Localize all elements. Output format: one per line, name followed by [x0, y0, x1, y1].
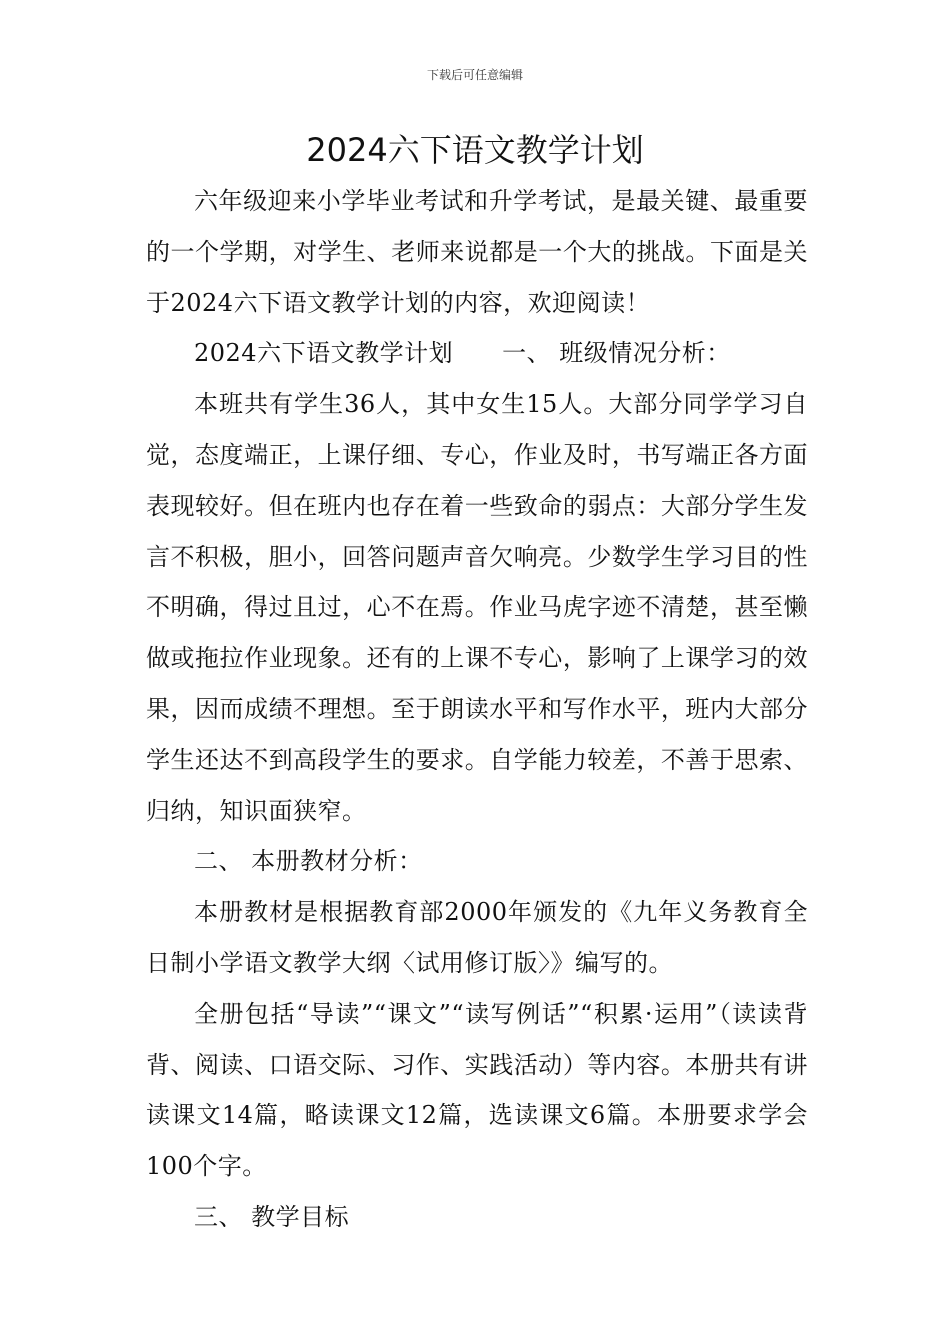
textbook-contents-paragraph: 全册包括“导读”“课文”“读写例话”“积累·运用”（读读背背、阅读、口语交际、习作、实践活动）等内容。本册共有讲读课文14篇，略读课文12篇，选读课文6篇。本册要求学会100个字。: [146, 999, 808, 1181]
intro-paragraph: 六年级迎来小学毕业考试和升学考试，是最关键、最重要的一个学期，对学生、老师来说都是一个大的挑战。下面是关于2024六下语文教学计划的内容，欢迎阅读！: [146, 187, 808, 317]
header-note: 下载后可任意编辑: [426, 68, 523, 82]
document-title: 2024六下语文教学计划: [306, 131, 644, 169]
section-heading-teaching-goals: 三、 教学目标: [194, 1202, 350, 1231]
section-heading-class-analysis: 2024六下语文教学计划 一、 班级情况分析：: [194, 339, 731, 368]
document-body: [146, 176, 808, 1243]
textbook-basis-paragraph: 本册教材是根据教育部2000年颁发的《九年义务教育全日制小学语文教学大纲〈试用修订版〉》编写的。: [146, 898, 808, 977]
section-heading-textbook-analysis: 二、 本册教材分析：: [194, 847, 423, 876]
class-analysis-paragraph: 本班共有学生36人，其中女生15人。大部分同学学习自觉，态度端正，上课仔细、专心，作业及时，书写端正各方面表现较好。但在班内也存在着一些致命的弱点：大部分学生发言不积极，胆小，回答问题声音欠响亮。少数学生学习目的性不明确，得过且过，心不在焉。作业马虎字迹不清楚，甚至懒做或拖拉作业现象。还有的上课不专心，影响了上课学习的效果，因而成绩不理想。至于朗读水平和写作水平，班内大部分学生还达不到高段学生的要求。自学能力较差，不善于思索、归纳，知识面狭窄。: [146, 390, 808, 825]
